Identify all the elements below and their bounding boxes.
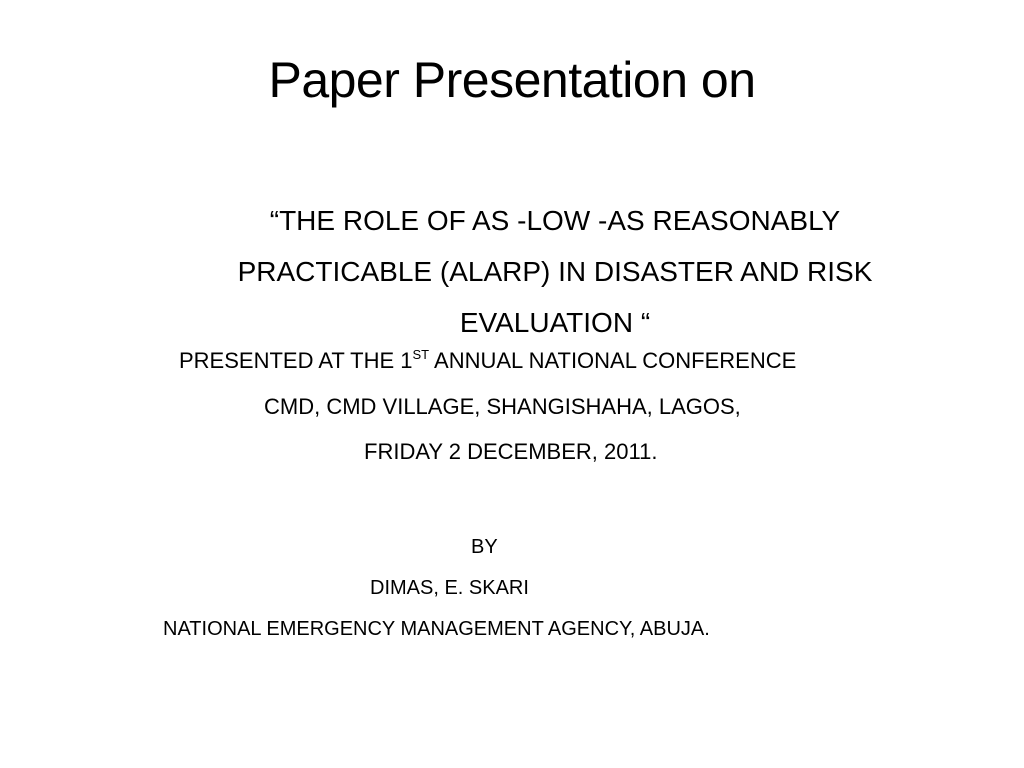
date-line: FRIDAY 2 DECEMBER, 2011. <box>364 439 658 464</box>
author-name: DIMAS, E. SKARI <box>370 577 529 599</box>
presented-at-line <box>179 347 796 375</box>
author-agency: NATIONAL EMERGENCY MANAGEMENT AGENCY, ABUJA. <box>163 618 710 640</box>
slide-title: Paper Presentation on <box>268 52 756 108</box>
ordinal-superscript: ST <box>412 347 430 362</box>
topic-line-2: PRACTICABLE (ALARP) IN DISASTER AND RISK <box>237 256 873 287</box>
topic-line-3: EVALUATION “ <box>459 307 651 338</box>
venue-line: CMD, CMD VILLAGE, SHANGISHAHA, LAGOS, <box>264 394 741 419</box>
presented-suffix: ANNUAL NATIONAL CONFERENCE <box>429 348 797 373</box>
presented-prefix: PRESENTED AT THE 1 <box>179 348 413 373</box>
topic-line-1: “THE ROLE OF AS -LOW -AS REASONABLY <box>269 205 841 236</box>
by-label: BY <box>471 536 498 558</box>
paper-topic <box>190 195 920 348</box>
